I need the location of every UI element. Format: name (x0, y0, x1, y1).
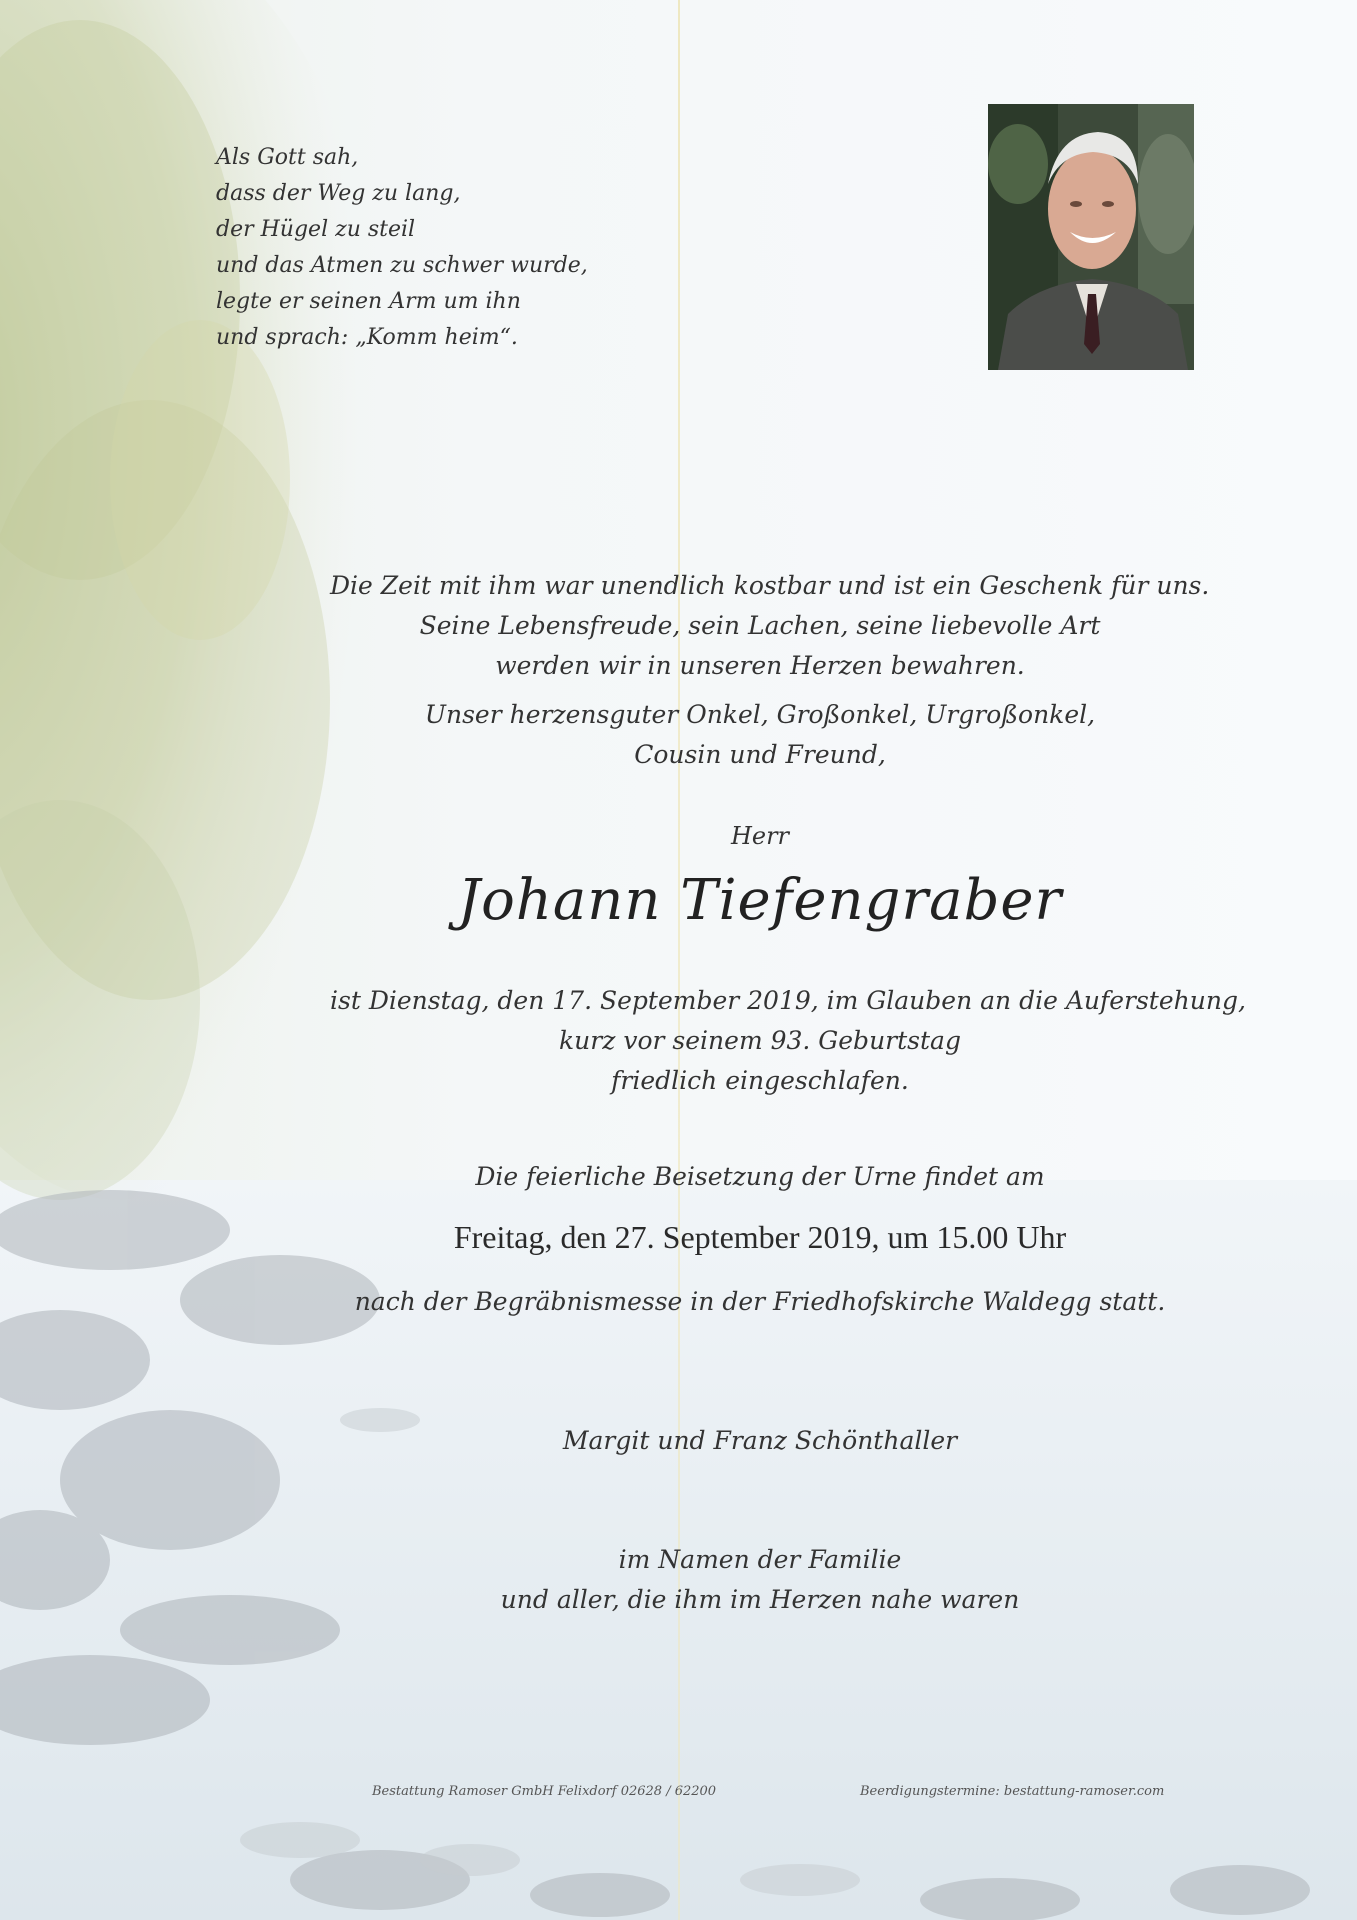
poem-line: und sprach: „Komm heim“. (216, 325, 518, 350)
salutation: Herr (730, 822, 790, 850)
poem-line: der Hügel zu steil (216, 217, 416, 242)
footer-website: Beerdigungstermine: bestattung-ramoser.com (860, 1784, 1165, 1799)
death-notice (330, 981, 1246, 1101)
death-line: kurz vor seinem 93. Geburtstag (559, 1026, 961, 1055)
family-line: im Namen der Familie (618, 1545, 902, 1574)
portrait-photo-icon (988, 104, 1194, 370)
family-line: und aller, die ihm im Herzen nahe waren (500, 1585, 1020, 1614)
deceased-name: Johann Tiefengraber (457, 868, 1063, 933)
tribute-line: werden wir in unseren Herzen bewahren. (495, 651, 1025, 680)
poem (216, 140, 616, 356)
portrait-photo (988, 104, 1194, 370)
tribute-text (330, 566, 1210, 686)
mourners: Margit und Franz Schönthaller (562, 1426, 958, 1455)
death-line: friedlich eingeschlafen. (611, 1066, 909, 1095)
family-text (330, 1540, 1190, 1620)
funeral-place: nach der Begräbnismesse in der Friedhofskirche Waldegg statt. (354, 1287, 1166, 1316)
relation-line: Unser herzensguter Onkel, Großonkel, Urgroßonkel, (424, 700, 1096, 729)
funeral-intro: Die feierliche Beisetzung der Urne findet am (475, 1162, 1045, 1191)
poem-line: legte er seinen Arm um ihn (216, 289, 521, 314)
tribute-line: Die Zeit mit ihm war unendlich kostbar und ist ein Geschenk für uns. (330, 571, 1210, 600)
funeral-date: Freitag, den 27. September 2019, um 15.00 Uhr (453, 1219, 1067, 1255)
relation-line: Cousin und Freund, (634, 740, 886, 769)
page-fold-line (678, 0, 680, 1920)
footer-funeral-home: Bestattung Ramoser GmbH Felixdorf 02628 / 62200 (372, 1784, 717, 1799)
poem-line: Als Gott sah, (216, 145, 359, 170)
poem-line: dass der Weg zu lang, (216, 181, 461, 206)
tribute-line: Seine Lebensfreude, sein Lachen, seine liebevolle Art (419, 611, 1101, 640)
poem-line: und das Atmen zu schwer wurde, (216, 253, 588, 278)
relation-text (330, 695, 1190, 775)
death-line: ist Dienstag, den 17. September 2019, im Glauben an die Auferstehung, (330, 986, 1246, 1015)
